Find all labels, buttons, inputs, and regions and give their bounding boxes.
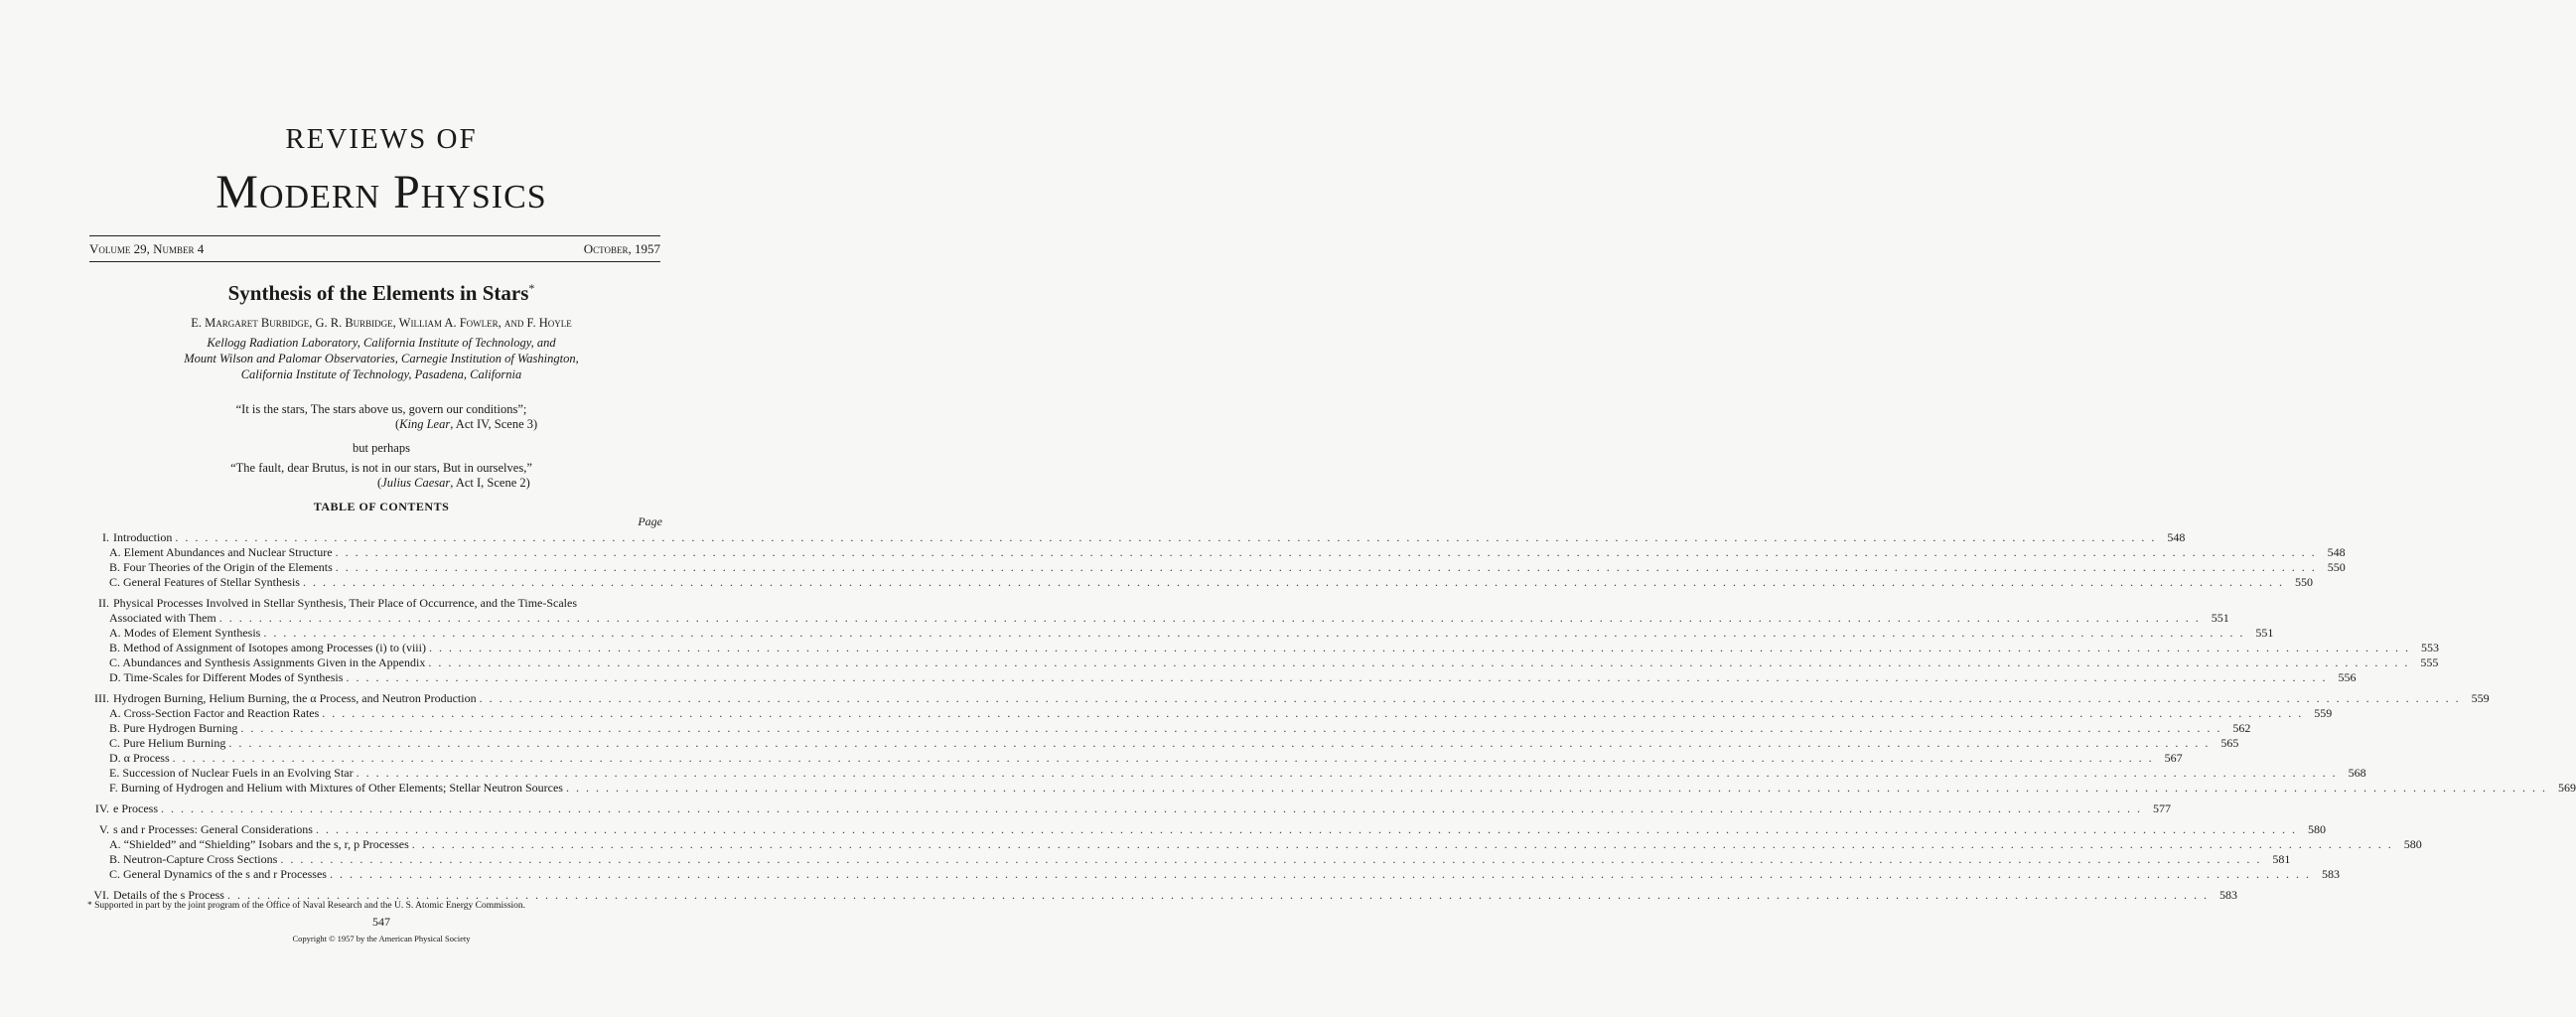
toc-leader: . . . . . . . . . . . . . . . . . . . . . . . . . . . . . . . . . . . . . . . . . . . . . . . . . . . . . . . . . . . . . . . . . . . . . . . . . . . . . . . . . . . . . . . . . . . . . . . . . . . . . . . . . . . . . . . . . . . . . . . . . . . . . . . . . . . . . . . . . . . . . . . . . . . . . . . . . . . . . . . . . . . . . . . . . . . . . . . . . . . . . . . . . . . . . . . . . . . . . . . . xyxy=(263,626,2245,640)
toc-subentry xyxy=(87,626,2274,641)
toc-title: Physical Processes Involved in Stellar Synthesis, Their Place of Occurrence, and the Time-Scales xyxy=(113,596,578,610)
toc-title: C. Pure Helium Burning xyxy=(109,736,226,750)
toc-subentry xyxy=(87,706,2333,721)
toc-title: B. Pure Hydrogen Burning xyxy=(109,721,238,735)
toc-title: C. Abundances and Synthesis Assignments Given in the Appendix xyxy=(109,655,426,669)
toc-entry xyxy=(87,691,2490,706)
toc-page: 580 xyxy=(2403,837,2422,851)
journal-title-line2: Modern Physics xyxy=(215,166,547,218)
toc-title: B. Neutron-Capture Cross Sections xyxy=(109,852,278,866)
affiliation-line: California Institute of Technology, Pasadena, California xyxy=(240,367,522,381)
work-title: Julius Caesar xyxy=(381,476,451,490)
toc-subentry xyxy=(87,736,2239,751)
toc-leader: . . . . . . . . . . . . . . . . . . . . . . . . . . . . . . . . . . . . . . . . . . . . . . . . . . . . . . . . . . . . . . . . . . . . . . . . . . . . . . . . . . . . . . . . . . . . . . . . . . . . . . . . . . . . . . . . . . . . . . . . . . . . . . . . . . . . . . . . . . . . . . . . . . . . . . . . . . . . . . . . . . . . . . . . . . . . . . . . . . . . . . . . . . . . . . . . . . . . . . . . xyxy=(226,888,2209,902)
toc-page: 559 xyxy=(2471,691,2490,705)
toc-leader: . . . . . . . . . . . . . . . . . . . . . . . . . . . . . . . . . . . . . . . . . . . . . . . . . . . . . . . . . . . . . . . . . . . . . . . . . . . . . . . . . . . . . . . . . . . . . . . . . . . . . . . . . . . . . . . . . . . . . . . . . . . . . . . . . . . . . . . . . . . . . . . . . . . . . . . . . . . . . . . . . . . . . . . . . . . . . . . . . . . . . . . . . . . . . . . . . . . . . . . . xyxy=(479,691,2461,705)
epigraph-source-1 xyxy=(395,417,537,432)
toc-page: 548 xyxy=(2327,545,2346,559)
toc-title: A. Modes of Element Synthesis xyxy=(109,626,261,640)
toc-title: D. α Process xyxy=(109,751,170,765)
toc-page: 562 xyxy=(2232,721,2251,735)
article-title xyxy=(0,281,763,306)
toc-page: 550 xyxy=(2327,560,2346,574)
toc-number: II. xyxy=(98,596,109,610)
epigraph-source-2 xyxy=(377,476,530,491)
volume-number: Volume 29, Number 4 xyxy=(89,241,205,256)
toc-leader: . . . . . . . . . . . . . . . . . . . . . . . . . . . . . . . . . . . . . . . . . . . . . . . . . . . . . . . . . . . . . . . . . . . . . . . . . . . . . . . . . . . . . . . . . . . . . . . . . . . . . . . . . . . . . . . . . . . . . . . . . . . . . . . . . . . . . . . . . . . . . . . . . . . . . . . . . . . . . . . . . . . . . . . . . . . . . . . . . . . . . . . . . . . . . . . . . . . . . . . . xyxy=(172,751,2154,765)
toc-leader: . . . . . . . . . . . . . . . . . . . . . . . . . . . . . . . . . . . . . . . . . . . . . . . . . . . . . . . . . . . . . . . . . . . . . . . . . . . . . . . . . . . . . . . . . . . . . . . . . . . . . . . . . . . . . . . . . . . . . . . . . . . . . . . . . . . . . . . . . . . . . . . . . . . . . . . . . . . . . . . . . . . . . . . . . . . . . . . . . . . . . . . . . . . . . . . . . . . . . . . . xyxy=(335,545,2317,559)
toc-title: A. Cross-Section Factor and Reaction Rates xyxy=(109,706,320,720)
toc-page: 555 xyxy=(2420,655,2439,669)
toc-subentry xyxy=(87,641,2439,655)
toc-leader: . . . . . . . . . . . . . . . . . . . . . . . . . . . . . . . . . . . . . . . . . . . . . . . . . . . . . . . . . . . . . . . . . . . . . . . . . . . . . . . . . . . . . . . . . . . . . . . . . . . . . . . . . . . . . . . . . . . . . . . . . . . . . . . . . . . . . . . . . . . . . . . . . . . . . . . . . . . . . . . . . . . . . . . . . . . . . . . . . . . . . . . . . . . . . . . . . . . . . . . . xyxy=(356,766,2338,780)
toc-number: III. xyxy=(94,691,109,705)
toc-number: V. xyxy=(98,822,109,836)
toc-leader: . . . . . . . . . . . . . . . . . . . . . . . . . . . . . . . . . . . . . . . . . . . . . . . . . . . . . . . . . . . . . . . . . . . . . . . . . . . . . . . . . . . . . . . . . . . . . . . . . . . . . . . . . . . . . . . . . . . . . . . . . . . . . . . . . . . . . . . . . . . . . . . . . . . . . . . . . . . . . . . . . . . . . . . . . . . . . . . . . . . . . . . . . . . . . . . . . . . . . . . . xyxy=(161,801,2142,815)
toc-subentry xyxy=(87,670,2357,685)
toc-subentry xyxy=(87,611,2229,626)
toc-entry xyxy=(87,822,2326,837)
page-number: 547 xyxy=(372,915,390,929)
toc-leader: . . . . . . . . . . . . . . . . . . . . . . . . . . . . . . . . . . . . . . . . . . . . . . . . . . . . . . . . . . . . . . . . . . . . . . . . . . . . . . . . . . . . . . . . . . . . . . . . . . . . . . . . . . . . . . . . . . . . . . . . . . . . . . . . . . . . . . . . . . . . . . . . . . . . . . . . . . . . . . . . . . . . . . . . . . . . . . . . . . . . . . . . . . . . . . . . . . . . . . . . xyxy=(428,655,2410,669)
affiliation xyxy=(0,335,763,382)
toc-page: 577 xyxy=(2153,801,2171,815)
toc-leader: . . . . . . . . . . . . . . . . . . . . . . . . . . . . . . . . . . . . . . . . . . . . . . . . . . . . . . . . . . . . . . . . . . . . . . . . . . . . . . . . . . . . . . . . . . . . . . . . . . . . . . . . . . . . . . . . . . . . . . . . . . . . . . . . . . . . . . . . . . . . . . . . . . . . . . . . . . . . . . . . . . . . . . . . . . . . . . . . . . . . . . . . . . . . . . . . . . . . . . . . xyxy=(218,611,2201,625)
epigraph-connector: but perhaps xyxy=(353,441,410,455)
toc-number: I. xyxy=(102,530,109,544)
toc-number: VI. xyxy=(93,888,109,902)
epigraph-quote-1: “It is the stars, The stars above us, govern our conditions”; xyxy=(235,402,527,416)
authors: E. Margaret Burbidge, G. R. Burbidge, William A. Fowler, and F. Hoyle xyxy=(191,316,572,330)
toc-title: E. Succession of Nuclear Fuels in an Evolving Star xyxy=(109,766,354,780)
article-title-text: Synthesis of the Elements in Stars xyxy=(227,281,529,305)
affiliation-line: Kellogg Radiation Laboratory, California Institute of Technology, and xyxy=(207,336,556,350)
toc-subentry xyxy=(87,766,2366,781)
toc-subentry xyxy=(87,545,2346,560)
toc-leader: . . . . . . . . . . . . . . . . . . . . . . . . . . . . . . . . . . . . . . . . . . . . . . . . . . . . . . . . . . . . . . . . . . . . . . . . . . . . . . . . . . . . . . . . . . . . . . . . . . . . . . . . . . . . . . . . . . . . . . . . . . . . . . . . . . . . . . . . . . . . . . . . . . . . . . . . . . . . . . . . . . . . . . . . . . . . . . . . . . . . . . . . . . . . . . . . . . . . . . . . xyxy=(315,822,2297,836)
toc-subentry xyxy=(87,560,2346,575)
act-scene: , Act IV, Scene 3) xyxy=(450,417,538,431)
toc-heading: TABLE OF CONTENTS xyxy=(313,500,450,513)
toc-leader: . . . . . . . . . . . . . . . . . . . . . . . . . . . . . . . . . . . . . . . . . . . . . . . . . . . . . . . . . . . . . . . . . . . . . . . . . . . . . . . . . . . . . . . . . . . . . . . . . . . . . . . . . . . . . . . . . . . . . . . . . . . . . . . . . . . . . . . . . . . . . . . . . . . . . . . . . . . . . . . . . . . . . . . . . . . . . . . . . . . . . . . . . . . . . . . . . . . . . . . . xyxy=(428,641,2410,654)
toc-subentry xyxy=(87,781,2576,796)
work-title: King Lear xyxy=(399,417,451,431)
toc-title: s and r Processes: General Considerations xyxy=(113,822,313,836)
toc-page: 556 xyxy=(2338,670,2357,684)
paren: ( xyxy=(377,476,382,490)
toc-title: B. Four Theories of the Origin of the Elements xyxy=(109,560,333,574)
toc-page: 583 xyxy=(2218,888,2237,902)
toc-page: 569 xyxy=(2557,781,2576,795)
toc-page: 551 xyxy=(2211,611,2229,625)
toc-page: 551 xyxy=(2255,626,2274,640)
toc-subentry xyxy=(87,655,2439,670)
toc-page: 548 xyxy=(2167,530,2186,544)
toc-title: Associated with Them xyxy=(109,611,216,625)
toc-title: A. “Shielded” and “Shielding” Isobars and the s, r, p Processes xyxy=(109,837,409,851)
header-rule-top xyxy=(89,235,660,236)
header-rule-bottom xyxy=(89,261,660,262)
toc-page: 567 xyxy=(2164,751,2183,765)
footnote: * Supported in part by the joint program of the Office of Naval Research and the U. S. Atomic Energy Commission. xyxy=(87,901,526,911)
title-footnote-mark: * xyxy=(528,281,535,295)
affiliation-line: Mount Wilson and Palomar Observatories, Carnegie Institution of Washington, xyxy=(184,352,579,365)
toc-leader: . . . . . . . . . . . . . . . . . . . . . . . . . . . . . . . . . . . . . . . . . . . . . . . . . . . . . . . . . . . . . . . . . . . . . . . . . . . . . . . . . . . . . . . . . . . . . . . . . . . . . . . . . . . . . . . . . . . . . . . . . . . . . . . . . . . . . . . . . . . . . . . . . . . . . . . . . . . . . . . . . . . . . . . . . . . . . . . . . . . . . . . . . . . . . . . . . . . . . . . . xyxy=(565,781,2547,795)
toc-leader: . . . . . . . . . . . . . . . . . . . . . . . . . . . . . . . . . . . . . . . . . . . . . . . . . . . . . . . . . . . . . . . . . . . . . . . . . . . . . . . . . . . . . . . . . . . . . . . . . . . . . . . . . . . . . . . . . . . . . . . . . . . . . . . . . . . . . . . . . . . . . . . . . . . . . . . . . . . . . . . . . . . . . . . . . . . . . . . . . . . . . . . . . . . . . . . . . . . . . . . . xyxy=(411,837,2393,851)
journal-title-line1: REVIEWS OF xyxy=(285,123,478,155)
toc-entry xyxy=(87,530,2186,545)
toc-leader: . . . . . . . . . . . . . . . . . . . . . . . . . . . . . . . . . . . . . . . . . . . . . . . . . . . . . . . . . . . . . . . . . . . . . . . . . . . . . . . . . . . . . . . . . . . . . . . . . . . . . . . . . . . . . . . . . . . . . . . . . . . . . . . . . . . . . . . . . . . . . . . . . . . . . . . . . . . . . . . . . . . . . . . . . . . . . . . . . . . . . . . . . . . . . . . . . . . . . . . . xyxy=(302,575,2284,589)
toc-page: 581 xyxy=(2272,852,2291,866)
toc-page: 583 xyxy=(2321,867,2340,881)
toc-leader: . . . . . . . . . . . . . . . . . . . . . . . . . . . . . . . . . . . . . . . . . . . . . . . . . . . . . . . . . . . . . . . . . . . . . . . . . . . . . . . . . . . . . . . . . . . . . . . . . . . . . . . . . . . . . . . . . . . . . . . . . . . . . . . . . . . . . . . . . . . . . . . . . . . . . . . . . . . . . . . . . . . . . . . . . . . . . . . . . . . . . . . . . . . . . . . . . . . . . . . . xyxy=(346,670,2328,684)
toc-subentry xyxy=(87,751,2183,766)
toc-entry xyxy=(87,801,2171,816)
toc-leader: . . . . . . . . . . . . . . . . . . . . . . . . . . . . . . . . . . . . . . . . . . . . . . . . . . . . . . . . . . . . . . . . . . . . . . . . . . . . . . . . . . . . . . . . . . . . . . . . . . . . . . . . . . . . . . . . . . . . . . . . . . . . . . . . . . . . . . . . . . . . . . . . . . . . . . . . . . . . . . . . . . . . . . . . . . . . . . . . . . . . . . . . . . . . . . . . . . . . . . . . xyxy=(280,852,2262,866)
epigraph-quote-2: “The fault, dear Brutus, is not in our stars, But in ourselves,” xyxy=(230,461,532,475)
toc-page-label: Page xyxy=(638,514,662,528)
toc-page: 568 xyxy=(2348,766,2366,780)
toc-leader: . . . . . . . . . . . . . . . . . . . . . . . . . . . . . . . . . . . . . . . . . . . . . . . . . . . . . . . . . . . . . . . . . . . . . . . . . . . . . . . . . . . . . . . . . . . . . . . . . . . . . . . . . . . . . . . . . . . . . . . . . . . . . . . . . . . . . . . . . . . . . . . . . . . . . . . . . . . . . . . . . . . . . . . . . . . . . . . . . . . . . . . . . . . . . . . . . . . . . . . . xyxy=(322,706,2304,720)
toc-page: 550 xyxy=(2294,575,2313,589)
copyright: Copyright © 1957 by the American Physical Society xyxy=(292,934,471,944)
paren: ( xyxy=(395,417,400,431)
toc-title: F. Burning of Hydrogen and Helium with Mixtures of Other Elements; Stellar Neutron Sources xyxy=(109,781,563,795)
toc-subentry xyxy=(87,837,2422,852)
toc-title: A. Element Abundances and Nuclear Structure xyxy=(109,545,333,559)
toc-page: 580 xyxy=(2307,822,2326,836)
toc-title: e Process xyxy=(113,801,158,815)
toc-title: Hydrogen Burning, Helium Burning, the α Process, and Neutron Production xyxy=(113,691,477,705)
toc-subentry xyxy=(87,575,2313,590)
table-of-contents xyxy=(87,530,2576,909)
toc-leader: . . . . . . . . . . . . . . . . . . . . . . . . . . . . . . . . . . . . . . . . . . . . . . . . . . . . . . . . . . . . . . . . . . . . . . . . . . . . . . . . . . . . . . . . . . . . . . . . . . . . . . . . . . . . . . . . . . . . . . . . . . . . . . . . . . . . . . . . . . . . . . . . . . . . . . . . . . . . . . . . . . . . . . . . . . . . . . . . . . . . . . . . . . . . . . . . . . . . . . . . xyxy=(335,560,2317,574)
toc-page: 553 xyxy=(2420,641,2439,654)
issue-date: October, 1957 xyxy=(583,241,660,256)
toc-page: 565 xyxy=(2220,736,2239,750)
toc-entry xyxy=(87,596,663,611)
toc-page: 559 xyxy=(2314,706,2333,720)
volume-line xyxy=(89,241,660,257)
toc-number: IV. xyxy=(94,801,109,815)
toc-leader: . . . . . . . . . . . . . . . . . . . . . . . . . . . . . . . . . . . . . . . . . . . . . . . . . . . . . . . . . . . . . . . . . . . . . . . . . . . . . . . . . . . . . . . . . . . . . . . . . . . . . . . . . . . . . . . . . . . . . . . . . . . . . . . . . . . . . . . . . . . . . . . . . . . . . . . . . . . . . . . . . . . . . . . . . . . . . . . . . . . . . . . . . . . . . . . . . . . . . . . . xyxy=(175,530,2157,544)
toc-title: C. General Dynamics of the s and r Processes xyxy=(109,867,327,881)
toc-subentry xyxy=(87,721,2251,736)
toc-title: Introduction xyxy=(113,530,173,544)
toc-leader: . . . . . . . . . . . . . . . . . . . . . . . . . . . . . . . . . . . . . . . . . . . . . . . . . . . . . . . . . . . . . . . . . . . . . . . . . . . . . . . . . . . . . . . . . . . . . . . . . . . . . . . . . . . . . . . . . . . . . . . . . . . . . . . . . . . . . . . . . . . . . . . . . . . . . . . . . . . . . . . . . . . . . . . . . . . . . . . . . . . . . . . . . . . . . . . . . . . . . . . . xyxy=(329,867,2311,881)
toc-leader: . . . . . . . . . . . . . . . . . . . . . . . . . . . . . . . . . . . . . . . . . . . . . . . . . . . . . . . . . . . . . . . . . . . . . . . . . . . . . . . . . . . . . . . . . . . . . . . . . . . . . . . . . . . . . . . . . . . . . . . . . . . . . . . . . . . . . . . . . . . . . . . . . . . . . . . . . . . . . . . . . . . . . . . . . . . . . . . . . . . . . . . . . . . . . . . . . . . . . . . . xyxy=(228,736,2211,750)
toc-title: D. Time-Scales for Different Modes of Synthesis xyxy=(109,670,344,684)
toc-title: Details of the s Process xyxy=(113,888,224,902)
toc-title: B. Method of Assignment of Isotopes among Processes (i) to (viii) xyxy=(109,641,426,654)
act-scene: , Act I, Scene 2) xyxy=(450,476,530,490)
toc-title: C. General Features of Stellar Synthesis xyxy=(109,575,300,589)
toc-subentry xyxy=(87,852,2291,867)
toc-subentry xyxy=(87,867,2340,882)
toc-leader: . . . . . . . . . . . . . . . . . . . . . . . . . . . . . . . . . . . . . . . . . . . . . . . . . . . . . . . . . . . . . . . . . . . . . . . . . . . . . . . . . . . . . . . . . . . . . . . . . . . . . . . . . . . . . . . . . . . . . . . . . . . . . . . . . . . . . . . . . . . . . . . . . . . . . . . . . . . . . . . . . . . . . . . . . . . . . . . . . . . . . . . . . . . . . . . . . . . . . . . . xyxy=(240,721,2222,735)
